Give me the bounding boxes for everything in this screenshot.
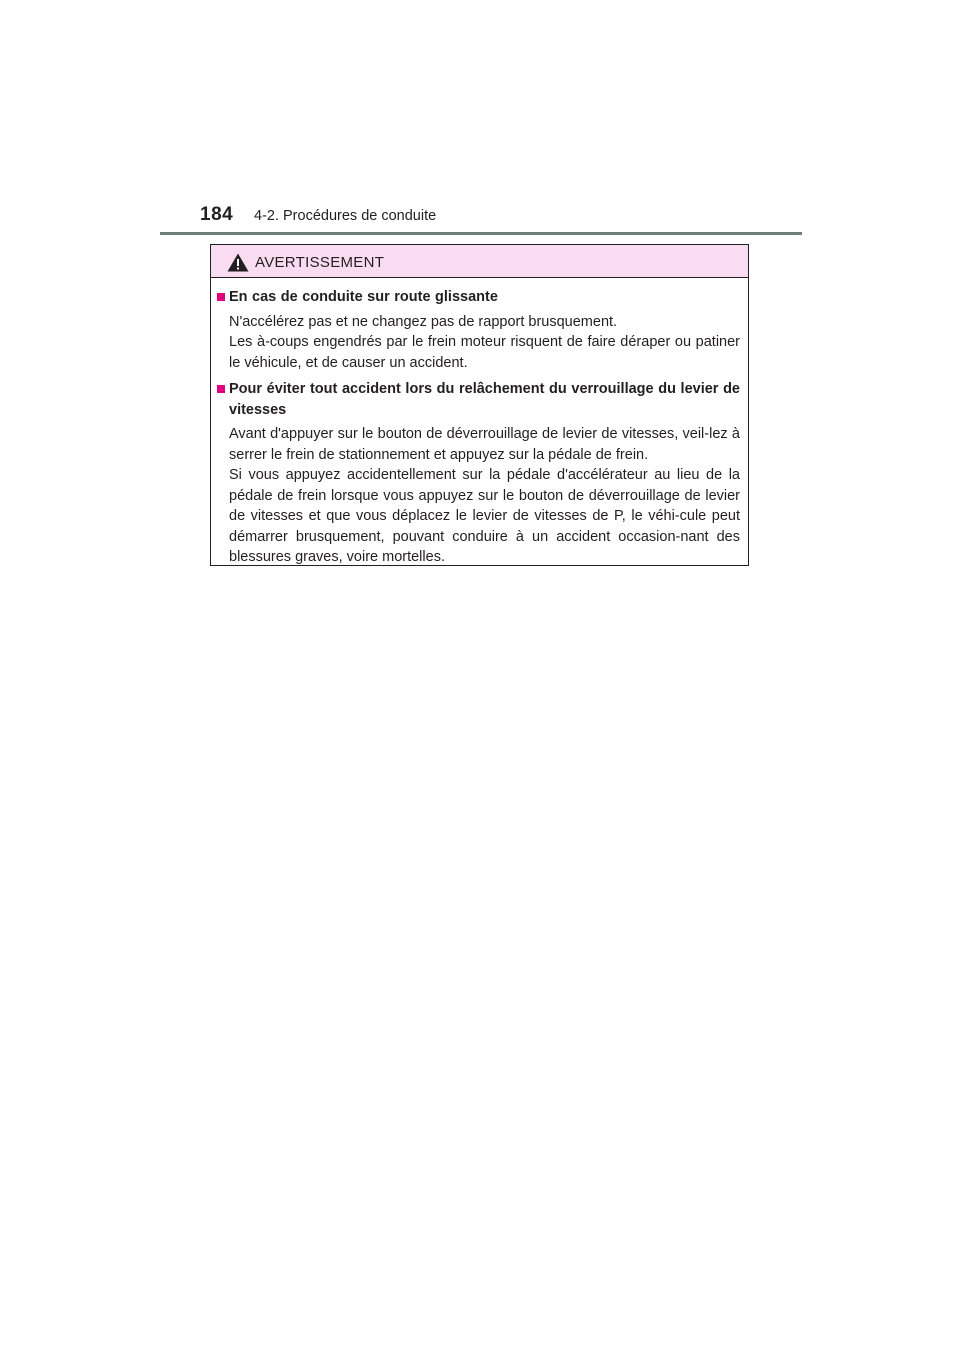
warning-body [211, 278, 748, 568]
warning-item [217, 287, 740, 373]
item-heading [217, 287, 740, 308]
item-heading-text: Pour éviter tout accident lors du relâchement du verrouillage du levier de vitesses [229, 381, 740, 418]
warning-triangle-icon [227, 253, 249, 272]
item-paragraph: Les à-coups engendrés par le frein moteur risquent de faire déraper ou patiner le véhicule, et de causer un accident. [229, 334, 740, 371]
warning-item [217, 379, 740, 568]
warning-header [211, 245, 748, 278]
section-title: 4-2. Procédures de conduite [254, 208, 437, 224]
item-paragraph: Si vous appuyez accidentellement sur la pédale d'accélérateur au lieu de la pédale de frein lorsque vous appuyez sur le bouton de déverrouillage de levier de vitesses et que vous déplacez le levier de vitesses de P, le véhi-cule peut démarrer brusquement, pouvant conduire à un accident occasion-nant des blessures graves, voire mortelles. [229, 467, 740, 565]
item-paragraph: N'accélérez pas et ne changez pas de rapport brusquement. [229, 313, 618, 330]
page-number: 184 [200, 204, 234, 225]
header-rule [160, 232, 802, 235]
item-heading-text: En cas de conduite sur route glissante [229, 289, 498, 305]
warning-label: AVERTISSEMENT [255, 254, 385, 271]
item-heading [217, 379, 740, 420]
page-header [160, 204, 802, 238]
square-bullet-icon [217, 293, 229, 301]
square-bullet-icon [217, 385, 229, 393]
item-paragraph: Avant d'appuyer sur le bouton de déverrouillage de levier de vitesses, veil-lez à serrer le frein de stationnement et appuyez sur la pédale de frein. [229, 426, 740, 463]
warning-box [210, 244, 749, 566]
